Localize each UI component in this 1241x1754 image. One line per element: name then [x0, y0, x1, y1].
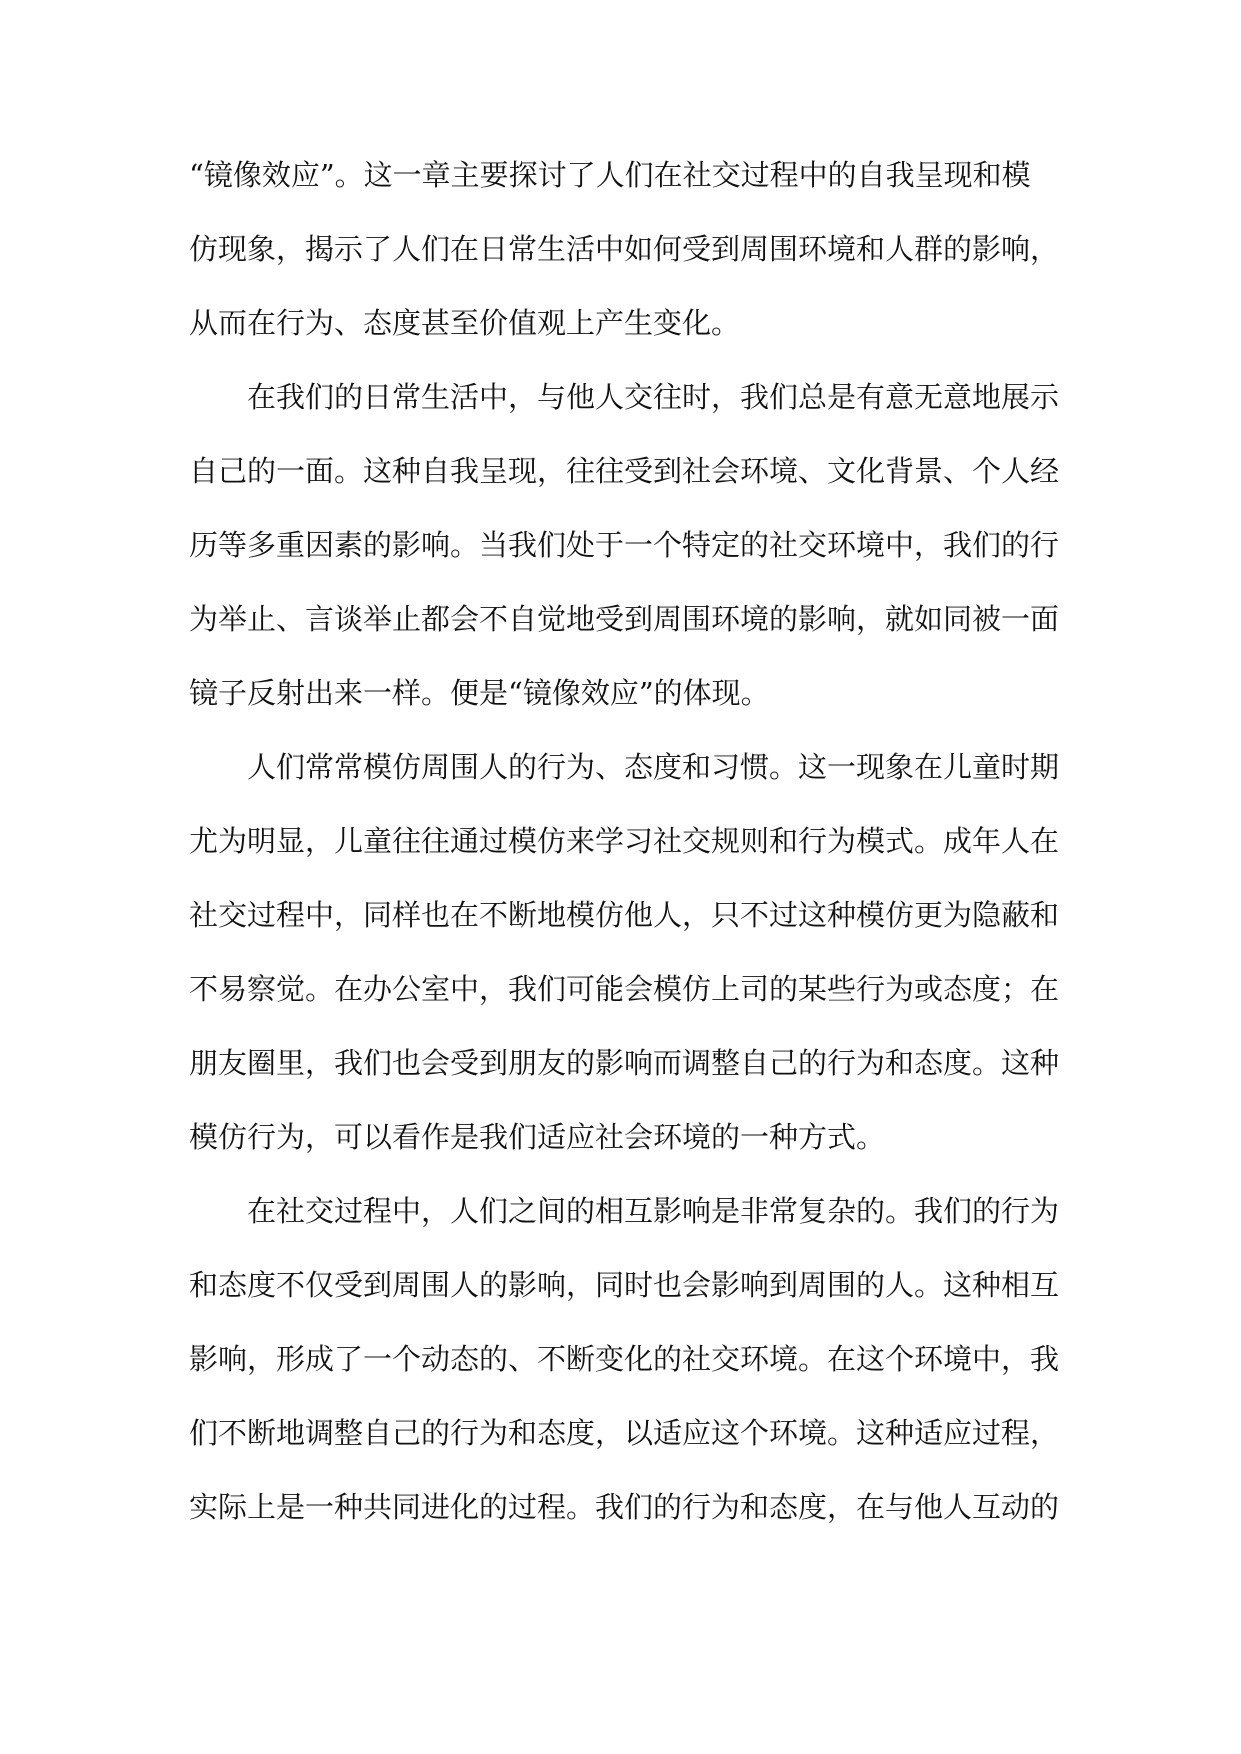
text-line: 在社交过程中，人们之间的相互影响是非常复杂的。我们的行为 [247, 1194, 1060, 1228]
text-line: 和态度不仅受到周围人的影响，同时也会影响到周围的人。这种相互 [189, 1268, 1060, 1302]
text-line: 影响，形成了一个动态的、不断变化的社交环境。在这个环境中，我 [189, 1342, 1060, 1376]
text-line: 人们常常模仿周围人的行为、态度和习惯。这一现象在儿童时期 [247, 750, 1060, 784]
text-line: 不易察觉。在办公室中，我们可能会模仿上司的某些行为或态度；在 [189, 972, 1060, 1006]
text-line: 社交过程中，同样也在不断地模仿他人，只不过这种模仿更为隐蔽和 [189, 898, 1060, 932]
paragraph-1 [189, 138, 1059, 360]
text-line: 模仿行为，可以看作是我们适应社会环境的一种方式。 [189, 1120, 886, 1154]
text-line: 从而在行为、态度甚至价值观上产生变化。 [189, 306, 741, 340]
paragraph-3 [189, 730, 1059, 1174]
text-line: 镜子反射出来一样。便是“镜像效应”的体现。 [189, 676, 770, 710]
text-line: 自己的一面。这种自我呈现，往往受到社会环境、文化背景、个人经 [189, 454, 1060, 488]
text-line: 为举止、言谈举止都会不自觉地受到周围环境的影响，就如同被一面 [189, 602, 1060, 636]
paragraph-2 [189, 360, 1059, 730]
text-line: 历等多重因素的影响。当我们处于一个特定的社交环境中，我们的行 [189, 528, 1060, 562]
text-line: 尤为明显，儿童往往通过模仿来学习社交规则和行为模式。成年人在 [189, 824, 1060, 858]
text-line: 实际上是一种共同进化的过程。我们的行为和态度，在与他人互动的 [189, 1490, 1060, 1524]
paragraph-4 [189, 1174, 1059, 1544]
text-line: 朋友圈里，我们也会受到朋友的影响而调整自己的行为和态度。这种 [189, 1046, 1060, 1080]
body-text [189, 138, 1059, 1544]
text-line: “镜像效应”。这一章主要探讨了人们在社交过程中的自我呈现和模 [189, 158, 1031, 192]
text-line: 在我们的日常生活中，与他人交往时，我们总是有意无意地展示 [247, 380, 1060, 414]
text-line: 仿现象，揭示了人们在日常生活中如何受到周围环境和人群的影响， [189, 232, 1060, 266]
text-line: 们不断地调整自己的行为和态度，以适应这个环境。这种适应过程， [189, 1416, 1060, 1450]
